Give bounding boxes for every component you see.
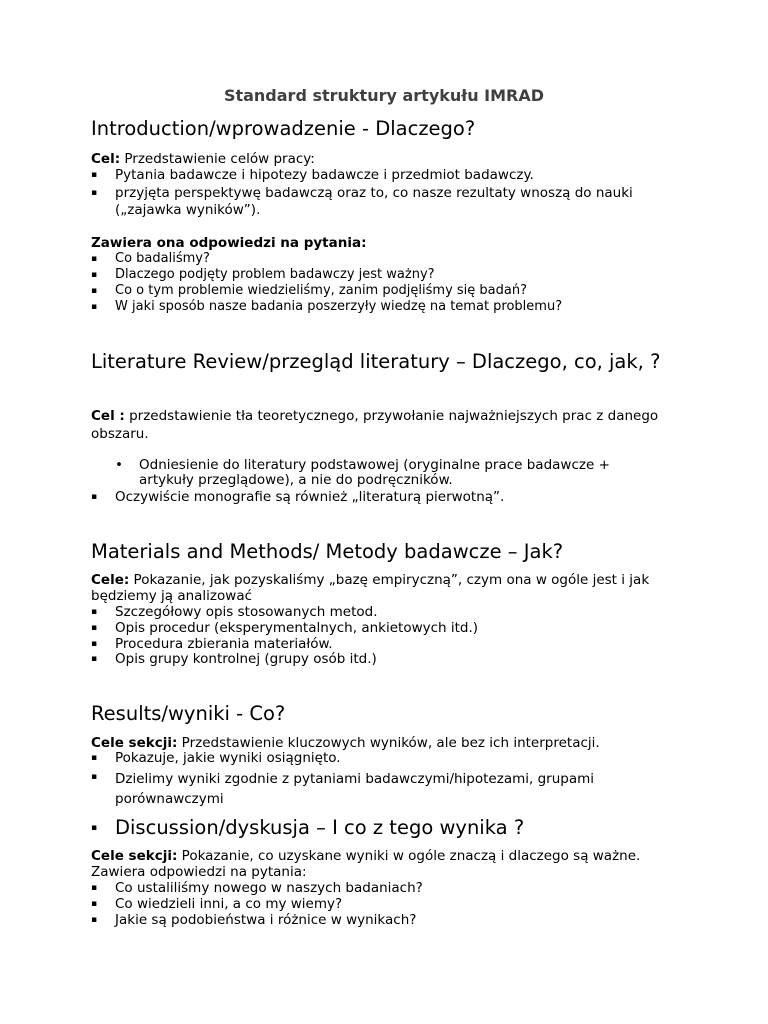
literature-cel-label: Cel : <box>91 408 125 424</box>
discussion-item: ▪ Co ustaliliśmy nowego w naszych badaniach? <box>91 880 423 896</box>
square-bullet-icon: ▪ <box>91 899 98 909</box>
square-bullet-icon: ▪ <box>91 170 98 180</box>
square-bullet-icon: ▪ <box>91 753 98 763</box>
square-bullet-icon: ▪ <box>91 772 98 782</box>
square-bullet-icon: ▪ <box>91 286 98 296</box>
square-bullet-icon: ▪ <box>91 823 98 833</box>
discussion-heading: Discussion/dyskusja – I co z tego wynika ? <box>115 816 525 839</box>
intro-item: ▪ przyjęta perspektywę badawczą oraz to, co nasze rezultaty wnoszą do nauki („zajawka wyników”). <box>91 185 633 218</box>
literature-cel <box>91 407 691 443</box>
square-bullet-icon: ▪ <box>91 188 98 198</box>
document-title: Standard struktury artykułu IMRAD <box>223 86 545 105</box>
intro-question: ▪ Co o tym problemie wiedzieliśmy, zanim podjęliśmy się badań? <box>91 283 527 298</box>
literature-dot-item: Odniesienie do literatury podstawowej (oryginalne prace badawcze + artykuły przeglądowe), a nie do podręczników. <box>139 457 610 488</box>
square-bullet-icon: ▪ <box>91 654 98 664</box>
methods-cel <box>91 573 671 604</box>
discussion-cel <box>91 848 640 864</box>
intro-question: ▪ Co badaliśmy? <box>91 251 210 266</box>
square-bullet-icon: ▪ <box>91 623 98 633</box>
results-cel <box>91 735 600 751</box>
square-bullet-icon: ▪ <box>91 254 98 264</box>
square-bullet-icon: ▪ <box>91 607 98 617</box>
square-bullet-icon: ▪ <box>91 883 98 893</box>
results-cel-label: Cele sekcji: <box>91 735 178 751</box>
square-bullet-icon: ▪ <box>91 492 98 502</box>
intro-cel-text: Przedstawienie celów pracy: <box>120 151 315 167</box>
methods-heading: Materials and Methods/ Metody badawcze – Jak? <box>91 540 564 563</box>
intro-question: ▪ Dlaczego podjęty problem badawczy jest ważny? <box>91 267 435 282</box>
discussion-subtext: Zawiera odpowiedzi na pytania: <box>91 864 307 880</box>
methods-item: ▪ Procedura zbierania materiałów. <box>91 636 333 652</box>
literature-heading: Literature Review/przegląd literatury – Dlaczego, co, jak, ? <box>91 350 661 373</box>
methods-item: ▪ Opis grupy kontrolnej (grupy osób itd.) <box>91 651 377 667</box>
square-bullet-icon: ▪ <box>91 915 98 925</box>
literature-item: ▪ Oczywiście monografie są również „literaturą pierwotną”. <box>91 489 505 505</box>
methods-cel-label: Cele: <box>91 572 130 588</box>
square-bullet-icon: ▪ <box>91 302 98 312</box>
intro-cel-label: Cel: <box>91 151 121 167</box>
dot-bullet-icon: • <box>115 457 123 473</box>
intro-question: ▪ W jaki sposób nasze badania poszerzyły wiedzę na temat problemu? <box>91 299 563 314</box>
discussion-cel-label: Cele sekcji: <box>91 848 178 864</box>
results-heading: Results/wyniki - Co? <box>91 702 286 725</box>
results-cel-text: Przedstawienie kluczowych wyników, ale bez ich interpretacji. <box>177 735 600 751</box>
intro-item: ▪ Pytania badawcze i hipotezy badawcze i przedmiot badawczy. <box>91 167 534 183</box>
results-item: ▪ Pokazuje, jakie wyniki osiągnięto. <box>91 750 341 766</box>
square-bullet-icon: ▪ <box>91 270 98 280</box>
results-item: ▪ Dzielimy wyniki zgodnie z pytaniami badawczymi/hipotezami, grupami porównawczymi <box>91 771 594 807</box>
discussion-item: ▪ Co wiedzieli inni, a co my wiemy? <box>91 896 343 912</box>
intro-cel <box>91 151 315 167</box>
methods-cel-text: Pokazanie, jak pozyskaliśmy „bazę empiryczną”, czym ona w ogóle jest i jak będziemy ją analizować <box>91 572 650 604</box>
discussion-cel-text: Pokazanie, co uzyskane wyniki w ogóle znaczą i dlaczego są ważne. <box>177 848 641 864</box>
methods-item: ▪ Opis procedur (eksperymentalnych, ankietowych itd.) <box>91 620 479 636</box>
square-bullet-icon: ▪ <box>91 639 98 649</box>
intro-answers-label: Zawiera ona odpowiedzi na pytania: <box>91 235 367 251</box>
intro-heading: Introduction/wprowadzenie - Dlaczego? <box>91 117 476 140</box>
discussion-item: ▪ Jakie są podobieństwa i różnice w wynikach? <box>91 912 417 928</box>
methods-item: ▪ Szczegółowy opis stosowanych metod. <box>91 604 378 620</box>
literature-cel-text: przedstawienie tła teoretycznego, przywołanie najważniejszych prac z danego obszaru. <box>91 408 659 442</box>
